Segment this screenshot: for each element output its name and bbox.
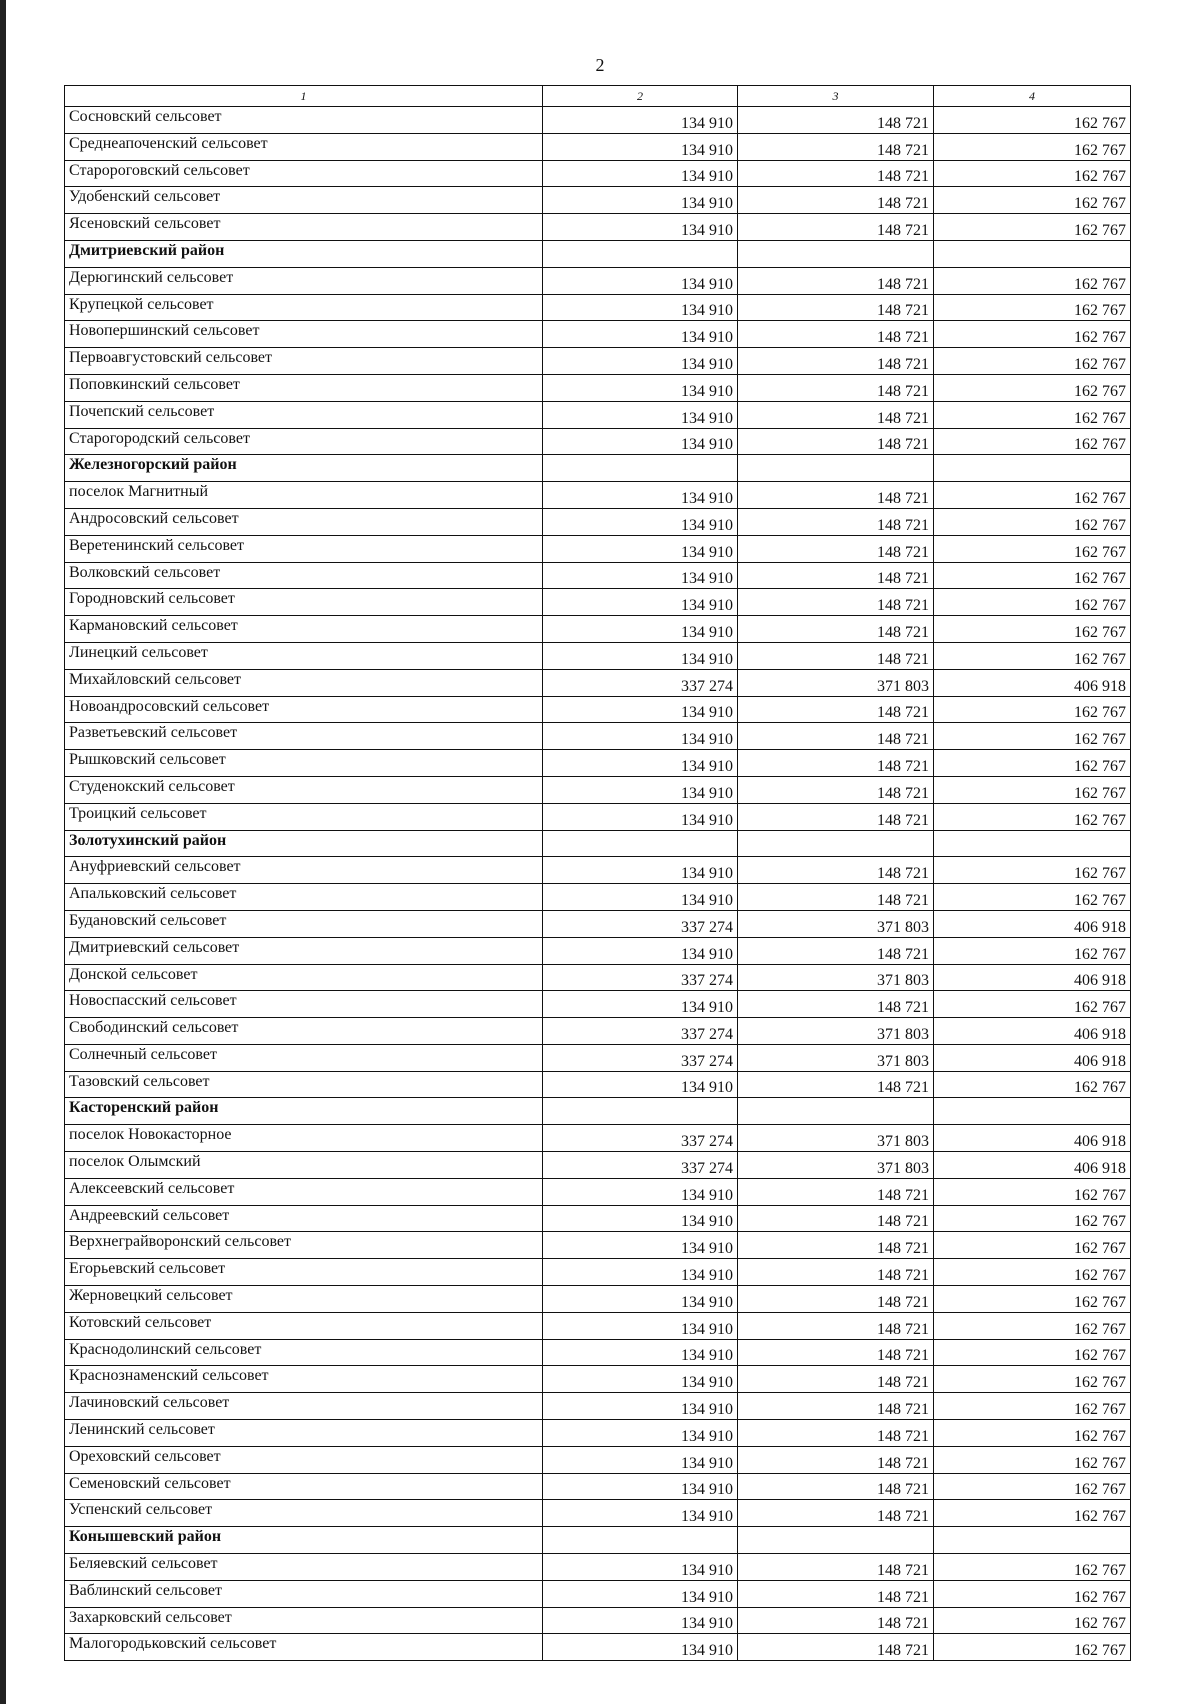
value-col-3: 148 721 xyxy=(738,1393,934,1420)
value-col-3: 148 721 xyxy=(738,1580,934,1607)
settlement-name: Ясеновский сельсовет xyxy=(65,214,543,241)
value-col-3: 148 721 xyxy=(738,1366,934,1393)
value-col-3 xyxy=(738,1527,934,1554)
settlement-name: Егорьевский сельсовет xyxy=(65,1259,543,1286)
value-col-3: 148 721 xyxy=(738,1473,934,1500)
table-row xyxy=(65,1286,1131,1313)
value-col-4: 162 767 xyxy=(934,1071,1131,1098)
value-col-3: 148 721 xyxy=(738,696,934,723)
district-name: Касторенский район xyxy=(65,1098,543,1125)
table-row xyxy=(65,669,1131,696)
value-col-4: 162 767 xyxy=(934,616,1131,643)
value-col-2: 134 910 xyxy=(543,1580,738,1607)
value-col-2: 134 910 xyxy=(543,589,738,616)
table-row xyxy=(65,1312,1131,1339)
value-col-2: 134 910 xyxy=(543,1178,738,1205)
value-col-2 xyxy=(543,1527,738,1554)
value-col-2: 134 910 xyxy=(543,1634,738,1661)
value-col-2 xyxy=(543,240,738,267)
settlement-name: Донской сельсовет xyxy=(65,964,543,991)
value-col-2: 134 910 xyxy=(543,884,738,911)
table-row xyxy=(65,1205,1131,1232)
value-col-2: 134 910 xyxy=(543,160,738,187)
value-col-3: 148 721 xyxy=(738,1178,934,1205)
value-col-3: 148 721 xyxy=(738,884,934,911)
table-body xyxy=(65,86,1131,1661)
value-col-2: 134 910 xyxy=(543,374,738,401)
settlement-name: Михайловский сельсовет xyxy=(65,669,543,696)
value-col-4: 162 767 xyxy=(934,187,1131,214)
value-col-4: 162 767 xyxy=(934,776,1131,803)
value-col-3 xyxy=(738,830,934,857)
value-col-2: 134 910 xyxy=(543,321,738,348)
table-row xyxy=(65,214,1131,241)
table-row xyxy=(65,1580,1131,1607)
value-col-4: 162 767 xyxy=(934,508,1131,535)
value-col-2: 134 910 xyxy=(543,1393,738,1420)
value-col-4: 406 918 xyxy=(934,964,1131,991)
table-row xyxy=(65,1071,1131,1098)
settlement-name: Удобенский сельсовет xyxy=(65,187,543,214)
table-row xyxy=(65,321,1131,348)
table-row xyxy=(65,133,1131,160)
value-col-4: 406 918 xyxy=(934,669,1131,696)
value-col-3: 148 721 xyxy=(738,937,934,964)
table-row xyxy=(65,1232,1131,1259)
column-number-1: 1 xyxy=(65,86,543,107)
value-col-4: 162 767 xyxy=(934,1500,1131,1527)
value-col-4: 162 767 xyxy=(934,1634,1131,1661)
value-col-3: 371 803 xyxy=(738,1018,934,1045)
value-col-4: 162 767 xyxy=(934,750,1131,777)
settlement-name: Поповкинский сельсовет xyxy=(65,374,543,401)
value-col-3: 148 721 xyxy=(738,374,934,401)
table-row xyxy=(65,1554,1131,1581)
value-col-2: 337 274 xyxy=(543,1152,738,1179)
value-col-2: 134 910 xyxy=(543,1554,738,1581)
value-col-4: 162 767 xyxy=(934,857,1131,884)
settlement-name: Лачиновский сельсовет xyxy=(65,1393,543,1420)
value-col-3: 148 721 xyxy=(738,1232,934,1259)
value-col-4: 162 767 xyxy=(934,1446,1131,1473)
settlement-name: Ленинский сельсовет xyxy=(65,1420,543,1447)
value-col-4 xyxy=(934,1098,1131,1125)
table-row xyxy=(65,991,1131,1018)
value-col-2: 134 910 xyxy=(543,1366,738,1393)
table-row xyxy=(65,1152,1131,1179)
value-col-3: 148 721 xyxy=(738,160,934,187)
value-col-4: 162 767 xyxy=(934,482,1131,509)
value-col-3: 148 721 xyxy=(738,294,934,321)
value-col-3: 148 721 xyxy=(738,723,934,750)
settlement-name: Студенокский сельсовет xyxy=(65,776,543,803)
table-row xyxy=(65,267,1131,294)
value-col-4: 162 767 xyxy=(934,294,1131,321)
table-row xyxy=(65,1259,1131,1286)
settlement-name: Краснодолинский сельсовет xyxy=(65,1339,543,1366)
settlement-name: Захарковский сельсовет xyxy=(65,1607,543,1634)
value-col-2: 134 910 xyxy=(543,616,738,643)
value-col-4: 162 767 xyxy=(934,401,1131,428)
value-col-2: 134 910 xyxy=(543,1420,738,1447)
value-col-4: 162 767 xyxy=(934,1580,1131,1607)
value-col-2: 134 910 xyxy=(543,348,738,375)
table-row xyxy=(65,294,1131,321)
value-col-4: 162 767 xyxy=(934,1312,1131,1339)
table-row xyxy=(65,642,1131,669)
value-col-3: 148 721 xyxy=(738,776,934,803)
value-col-2: 134 910 xyxy=(543,750,738,777)
settlement-name: Кармановский сельсовет xyxy=(65,616,543,643)
table-row xyxy=(65,776,1131,803)
settlement-name: Андросовский сельсовет xyxy=(65,508,543,535)
value-col-4: 162 767 xyxy=(934,1232,1131,1259)
settlement-name: Рышковский сельсовет xyxy=(65,750,543,777)
value-col-2: 134 910 xyxy=(543,267,738,294)
value-col-4: 162 767 xyxy=(934,1473,1131,1500)
value-col-4: 162 767 xyxy=(934,803,1131,830)
settlement-name: Новопершинский сельсовет xyxy=(65,321,543,348)
value-col-3: 148 721 xyxy=(738,482,934,509)
value-col-4 xyxy=(934,1527,1131,1554)
value-col-4: 162 767 xyxy=(934,991,1131,1018)
value-col-2: 134 910 xyxy=(543,696,738,723)
value-col-3: 148 721 xyxy=(738,750,934,777)
value-col-3: 371 803 xyxy=(738,669,934,696)
value-col-2: 337 274 xyxy=(543,1125,738,1152)
value-col-4: 162 767 xyxy=(934,1554,1131,1581)
value-col-3: 148 721 xyxy=(738,1554,934,1581)
settlement-name: Линецкий сельсовет xyxy=(65,642,543,669)
value-col-2: 134 910 xyxy=(543,803,738,830)
table-row xyxy=(65,1393,1131,1420)
value-col-2: 134 910 xyxy=(543,991,738,1018)
value-col-4: 162 767 xyxy=(934,723,1131,750)
settlement-name: Дерюгинский сельсовет xyxy=(65,267,543,294)
settlement-name: Краснознаменский сельсовет xyxy=(65,1366,543,1393)
value-col-2: 134 910 xyxy=(543,482,738,509)
table-row xyxy=(65,750,1131,777)
value-col-4: 406 918 xyxy=(934,1044,1131,1071)
settlement-name: Ваблинский сельсовет xyxy=(65,1580,543,1607)
scan-edge-shadow xyxy=(0,0,6,1704)
value-col-3: 148 721 xyxy=(738,1286,934,1313)
settlement-name: Апальковский сельсовет xyxy=(65,884,543,911)
value-col-3: 148 721 xyxy=(738,642,934,669)
settlement-name: Старороговский сельсовет xyxy=(65,160,543,187)
settlement-name: Беляевский сельсовет xyxy=(65,1554,543,1581)
settlement-name: Новоандросовский сельсовет xyxy=(65,696,543,723)
value-col-4: 162 767 xyxy=(934,1607,1131,1634)
table-row xyxy=(65,1178,1131,1205)
settlement-name: Успенский сельсовет xyxy=(65,1500,543,1527)
value-col-2 xyxy=(543,830,738,857)
value-col-4: 162 767 xyxy=(934,1205,1131,1232)
table-row xyxy=(65,937,1131,964)
settlement-name: Троицкий сельсовет xyxy=(65,803,543,830)
table-row xyxy=(65,187,1131,214)
settlement-name: Алексеевский сельсовет xyxy=(65,1178,543,1205)
value-col-2: 134 910 xyxy=(543,401,738,428)
value-col-2: 134 910 xyxy=(543,857,738,884)
value-col-2: 134 910 xyxy=(543,642,738,669)
column-number-row xyxy=(65,86,1131,107)
table-row xyxy=(65,562,1131,589)
value-col-2: 134 910 xyxy=(543,187,738,214)
value-col-4 xyxy=(934,830,1131,857)
settlement-name: поселок Олымский xyxy=(65,1152,543,1179)
value-col-3: 371 803 xyxy=(738,1044,934,1071)
value-col-2: 134 910 xyxy=(543,428,738,455)
table-row xyxy=(65,803,1131,830)
district-name: Дмитриевский район xyxy=(65,240,543,267)
value-col-2: 134 910 xyxy=(543,1500,738,1527)
table-row xyxy=(65,428,1131,455)
value-col-2: 134 910 xyxy=(543,508,738,535)
value-col-2: 134 910 xyxy=(543,1312,738,1339)
value-col-4: 162 767 xyxy=(934,1393,1131,1420)
settlement-name: Котовский сельсовет xyxy=(65,1312,543,1339)
settlement-name: Старогородский сельсовет xyxy=(65,428,543,455)
table-row xyxy=(65,964,1131,991)
value-col-3: 148 721 xyxy=(738,267,934,294)
value-col-4: 162 767 xyxy=(934,937,1131,964)
settlement-name: Сосновский сельсовет xyxy=(65,107,543,134)
value-col-2: 337 274 xyxy=(543,1018,738,1045)
settlement-name: Ореховский сельсовет xyxy=(65,1446,543,1473)
value-col-3: 148 721 xyxy=(738,401,934,428)
settlement-name: Тазовский сельсовет xyxy=(65,1071,543,1098)
value-col-2: 134 910 xyxy=(543,1071,738,1098)
district-name: Конышевский район xyxy=(65,1527,543,1554)
value-col-4: 406 918 xyxy=(934,1152,1131,1179)
value-col-4 xyxy=(934,240,1131,267)
value-col-3: 371 803 xyxy=(738,1152,934,1179)
value-col-3: 148 721 xyxy=(738,1607,934,1634)
value-col-3: 148 721 xyxy=(738,616,934,643)
column-number-3: 3 xyxy=(738,86,934,107)
table-row xyxy=(65,1420,1131,1447)
value-col-3: 371 803 xyxy=(738,1125,934,1152)
table-row xyxy=(65,1366,1131,1393)
value-col-3: 148 721 xyxy=(738,348,934,375)
value-col-2: 134 910 xyxy=(543,294,738,321)
value-col-3: 371 803 xyxy=(738,964,934,991)
table-row xyxy=(65,482,1131,509)
table-row xyxy=(65,508,1131,535)
value-col-2: 134 910 xyxy=(543,937,738,964)
value-col-4: 162 767 xyxy=(934,374,1131,401)
settlement-name: Почепский сельсовет xyxy=(65,401,543,428)
value-col-3: 148 721 xyxy=(738,991,934,1018)
table-row xyxy=(65,374,1131,401)
settlement-name: Ануфриевский сельсовет xyxy=(65,857,543,884)
value-col-2: 134 910 xyxy=(543,1339,738,1366)
value-col-2: 134 910 xyxy=(543,1205,738,1232)
table-row xyxy=(65,616,1131,643)
value-col-3: 148 721 xyxy=(738,1634,934,1661)
table-row xyxy=(65,857,1131,884)
value-col-2: 134 910 xyxy=(543,1232,738,1259)
table-row xyxy=(65,1500,1131,1527)
district-row xyxy=(65,455,1131,482)
value-col-2: 134 910 xyxy=(543,562,738,589)
value-col-4: 162 767 xyxy=(934,321,1131,348)
settlement-name: Солнечный сельсовет xyxy=(65,1044,543,1071)
value-col-3 xyxy=(738,455,934,482)
value-col-3: 148 721 xyxy=(738,589,934,616)
value-col-4: 162 767 xyxy=(934,1420,1131,1447)
settlement-name: Дмитриевский сельсовет xyxy=(65,937,543,964)
value-col-4: 162 767 xyxy=(934,562,1131,589)
value-col-3: 148 721 xyxy=(738,321,934,348)
value-col-4: 162 767 xyxy=(934,428,1131,455)
value-col-3: 148 721 xyxy=(738,187,934,214)
settlement-name: Городновский сельсовет xyxy=(65,589,543,616)
value-col-4: 162 767 xyxy=(934,535,1131,562)
table-row xyxy=(65,160,1131,187)
value-col-3: 148 721 xyxy=(738,562,934,589)
settlement-name: Новоспасский сельсовет xyxy=(65,991,543,1018)
settlement-name: поселок Магнитный xyxy=(65,482,543,509)
settlement-name: Крупецкой сельсовет xyxy=(65,294,543,321)
settlement-name: Среднеапоченский сельсовет xyxy=(65,133,543,160)
value-col-4: 162 767 xyxy=(934,214,1131,241)
table-row xyxy=(65,1473,1131,1500)
table-row xyxy=(65,696,1131,723)
value-col-3: 148 721 xyxy=(738,1446,934,1473)
district-row xyxy=(65,1527,1131,1554)
value-col-3: 148 721 xyxy=(738,214,934,241)
table-row xyxy=(65,723,1131,750)
table-row xyxy=(65,1607,1131,1634)
value-col-4: 162 767 xyxy=(934,1259,1131,1286)
table-row xyxy=(65,884,1131,911)
value-col-3: 148 721 xyxy=(738,1259,934,1286)
table-row xyxy=(65,107,1131,134)
value-col-3: 148 721 xyxy=(738,1500,934,1527)
value-col-2: 134 910 xyxy=(543,776,738,803)
column-number-4: 4 xyxy=(934,86,1131,107)
value-col-4: 162 767 xyxy=(934,348,1131,375)
value-col-3: 148 721 xyxy=(738,857,934,884)
table-row xyxy=(65,535,1131,562)
value-col-3: 148 721 xyxy=(738,1420,934,1447)
table-row xyxy=(65,1044,1131,1071)
value-col-2: 134 910 xyxy=(543,723,738,750)
value-col-3: 148 721 xyxy=(738,535,934,562)
value-col-4: 162 767 xyxy=(934,696,1131,723)
value-col-2: 134 910 xyxy=(543,535,738,562)
value-col-2 xyxy=(543,1098,738,1125)
value-col-3: 148 721 xyxy=(738,803,934,830)
value-col-4: 162 767 xyxy=(934,884,1131,911)
value-col-2 xyxy=(543,455,738,482)
value-col-2: 337 274 xyxy=(543,910,738,937)
district-name: Золотухинский район xyxy=(65,830,543,857)
value-col-4: 406 918 xyxy=(934,1125,1131,1152)
settlement-name: Жерновецкий сельсовет xyxy=(65,1286,543,1313)
table-row xyxy=(65,401,1131,428)
value-col-3: 148 721 xyxy=(738,1312,934,1339)
value-col-3: 148 721 xyxy=(738,107,934,134)
table-row xyxy=(65,1125,1131,1152)
value-col-2: 134 910 xyxy=(543,133,738,160)
district-row xyxy=(65,830,1131,857)
settlement-name: Андреевский сельсовет xyxy=(65,1205,543,1232)
value-col-3: 148 721 xyxy=(738,1205,934,1232)
value-col-3: 148 721 xyxy=(738,428,934,455)
settlement-name: Будановский сельсовет xyxy=(65,910,543,937)
settlement-table xyxy=(64,85,1131,1661)
value-col-2: 337 274 xyxy=(543,1044,738,1071)
value-col-4: 162 767 xyxy=(934,107,1131,134)
table-row xyxy=(65,1018,1131,1045)
table-row xyxy=(65,910,1131,937)
value-col-4: 162 767 xyxy=(934,267,1131,294)
value-col-3: 148 721 xyxy=(738,1071,934,1098)
table-row xyxy=(65,1339,1131,1366)
value-col-2: 134 910 xyxy=(543,1473,738,1500)
district-row xyxy=(65,240,1131,267)
settlement-name: Волковский сельсовет xyxy=(65,562,543,589)
value-col-4 xyxy=(934,455,1131,482)
value-col-3: 148 721 xyxy=(738,133,934,160)
settlement-name: Разветьевский сельсовет xyxy=(65,723,543,750)
value-col-2: 134 910 xyxy=(543,214,738,241)
value-col-2: 134 910 xyxy=(543,1607,738,1634)
settlement-name: Малогородьковский сельсовет xyxy=(65,1634,543,1661)
page-number: 2 xyxy=(595,55,605,75)
table-row xyxy=(65,348,1131,375)
value-col-3: 148 721 xyxy=(738,508,934,535)
value-col-4: 162 767 xyxy=(934,589,1131,616)
value-col-4: 162 767 xyxy=(934,160,1131,187)
value-col-4: 162 767 xyxy=(934,1178,1131,1205)
settlement-name: Верхнеграйворонский сельсовет xyxy=(65,1232,543,1259)
value-col-2: 134 910 xyxy=(543,1286,738,1313)
value-col-4: 162 767 xyxy=(934,642,1131,669)
value-col-2: 134 910 xyxy=(543,1259,738,1286)
value-col-2: 337 274 xyxy=(543,669,738,696)
settlement-name: Свободинский сельсовет xyxy=(65,1018,543,1045)
value-col-4: 162 767 xyxy=(934,1286,1131,1313)
value-col-3 xyxy=(738,240,934,267)
settlement-name: Семеновский сельсовет xyxy=(65,1473,543,1500)
value-col-2: 337 274 xyxy=(543,964,738,991)
value-col-3: 148 721 xyxy=(738,1339,934,1366)
table-row xyxy=(65,1446,1131,1473)
value-col-2: 134 910 xyxy=(543,107,738,134)
column-number-2: 2 xyxy=(543,86,738,107)
value-col-4: 162 767 xyxy=(934,133,1131,160)
table-row xyxy=(65,1634,1131,1661)
value-col-4: 162 767 xyxy=(934,1366,1131,1393)
value-col-3: 371 803 xyxy=(738,910,934,937)
value-col-4: 406 918 xyxy=(934,1018,1131,1045)
value-col-4: 162 767 xyxy=(934,1339,1131,1366)
settlement-name: Первоавгустовский сельсовет xyxy=(65,348,543,375)
value-col-3 xyxy=(738,1098,934,1125)
settlement-name: Веретенинский сельсовет xyxy=(65,535,543,562)
value-col-2: 134 910 xyxy=(543,1446,738,1473)
district-name: Железногорский район xyxy=(65,455,543,482)
table-row xyxy=(65,589,1131,616)
district-row xyxy=(65,1098,1131,1125)
settlement-name: поселок Новокасторное xyxy=(65,1125,543,1152)
value-col-4: 406 918 xyxy=(934,910,1131,937)
